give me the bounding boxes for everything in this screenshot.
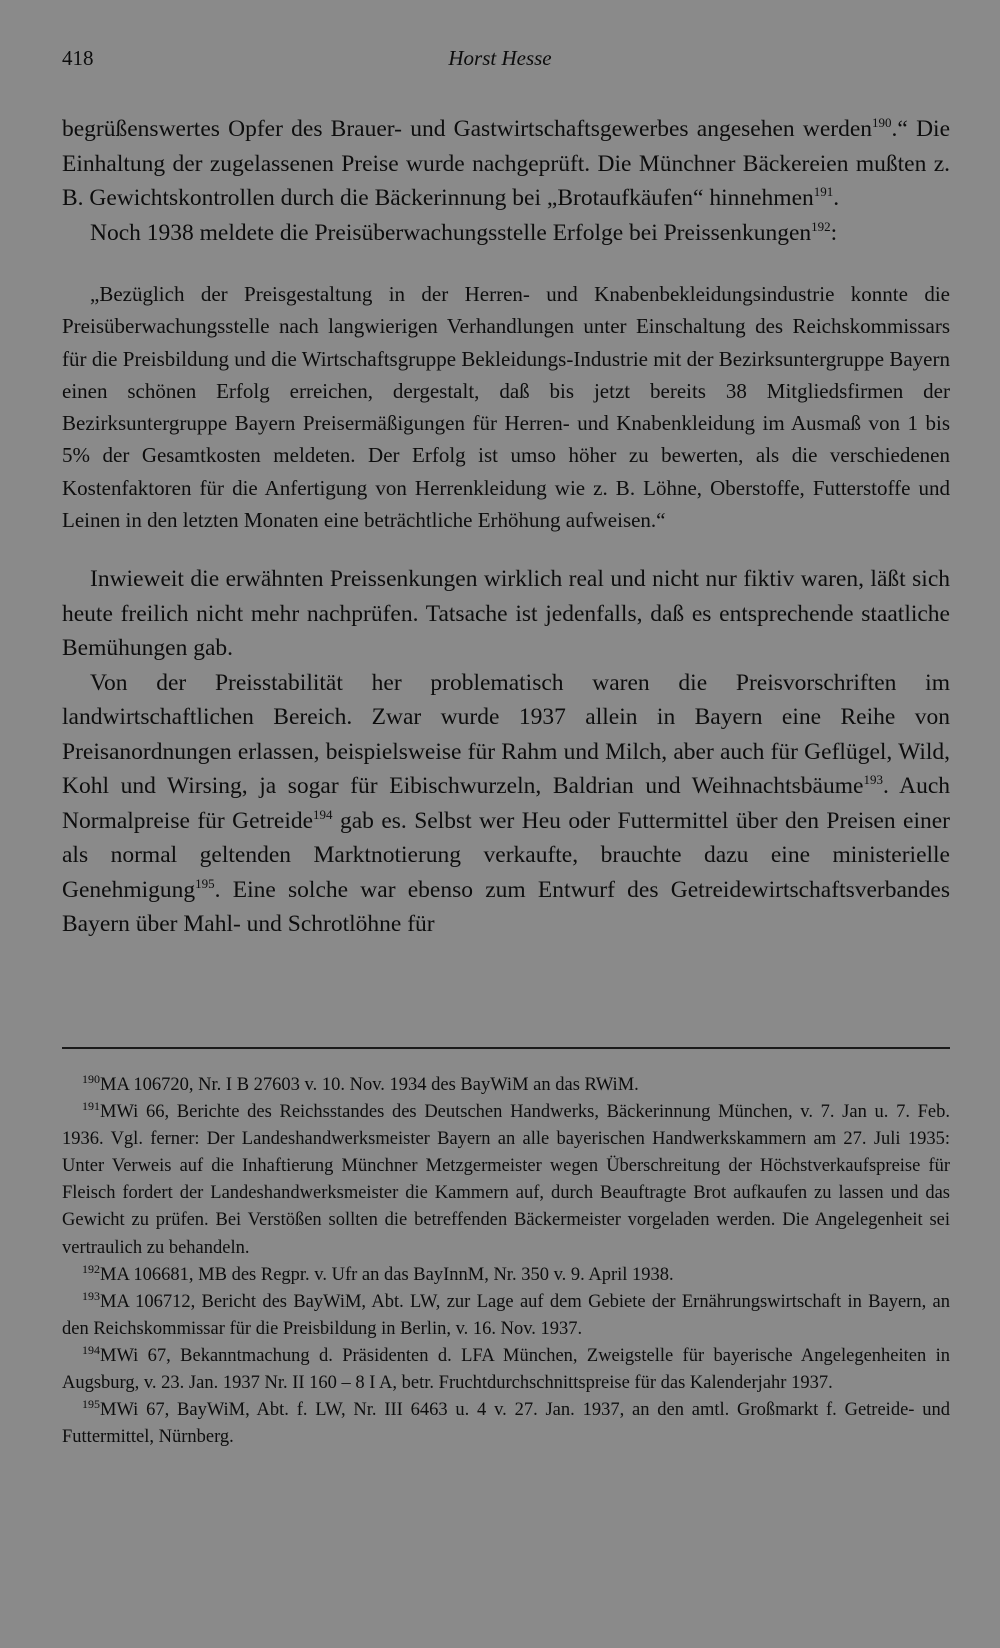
footnote-193 [62, 1289, 950, 1343]
footnotes [62, 1072, 950, 1451]
footnote-ref-194: 194 [313, 806, 333, 822]
footnote-ref-191: 191 [813, 184, 834, 199]
block-quote: „Bezüglich der Preisgestaltung in der Herren- und Knabenbekleidungsindustrie konnte die Preisüberwachungsstelle nach langwierigen Verhandlungen unter Einschaltung des Reichskommissars für die Preisbildung und die Wirtschaftsgruppe Bekleidungs-Industrie mit der Bezirksuntergruppe Bayern einen schönen Erfolg erreichen, dergestalt, daß bis jetzt bereits 38 Mitgliedsfirmen der Bezirksuntergruppe Bayern Preisermäßigungen für Herren- und Knabenkleidung im Ausmaß von 1 bis 5% der Gesamtkosten meldeten. Der Erfolg ist umso höher zu bewerten, als die verschiedenen Kostenfaktoren für die Anfertigung von Herrenkleidung wie z. B. Löhne, Oberstoffe, Futterstoffe und Leinen in den letzten Monaten eine beträchtliche Erhöhung aufweisen.“ [62, 282, 950, 533]
footnote-separator [62, 1047, 950, 1049]
paragraph-text: gab es. Selbst wer Heu oder Futtermittel über den Preisen einer als normal geltenden Marktnotierung verkaufte, brauchte dazu eine ministerielle Genehmigung [62, 807, 950, 903]
footnote-text: MA 106681, MB des Regpr. v. Ufr an das BayInnM, Nr. 350 v. 9. April 1938. [100, 1264, 674, 1285]
page-number: 418 [62, 46, 94, 70]
footnote-190 [62, 1072, 950, 1099]
paragraph-2 [62, 216, 950, 251]
footnote-195 [62, 1397, 950, 1451]
running-head-author: Horst Hesse [448, 46, 552, 70]
footnote-text: MWi 67, BayWiM, Abt. f. LW, Nr. III 6463 u. 4 v. 27. Jan. 1937, an den amtl. Großmarkt f. Getreide- und Futtermittel, Nürnberg. [62, 1400, 950, 1448]
paragraph-3: Inwieweit die erwähnten Preissenkungen wirklich real und nicht nur fiktiv waren, läßt sich heute freilich nicht mehr nachprüfen. Tatsache ist jedenfalls, daß es entsprechende staatliche Bemühungen gab. [62, 566, 950, 662]
paragraph-text: .“ Die Einhaltung der zugelassenen Preise wurde nachgeprüft. Die Münchner Bäckereien mußten z. B. Gewichtskontrollen durch die Bäckerinnung bei „Brotaufkäufen“ hinnehmen [62, 116, 950, 211]
paragraph-text: Von der Preisstabilität her problematisch waren die Preisvorschriften im landwirtschaftlichen Bereich. Zwar wurde 1937 allein in Bayern eine Reihe von Preisanordnungen erlassen, beispielsweise für Rahm und Milch, aber auch für Geflügel, Wild, Kohl und Wirsing, ja sogar für Eibischwurzeln, Baldrian und Weihnachtsbäume [62, 669, 950, 800]
footnote-text: MWi 66, Berichte des Reichsstandes des Deutschen Handwerks, Bäckerinnung München, v. 7. Jan u. 7. Feb. 1936. Vgl. ferner: Der Landeshandwerksmeister Bayern an alle bayerischen Handwerkskammern am 27. Juli 1935: Unter Verweis auf die Inhaftierung Münchner Metzgermeister wegen Überschreitung der Höchstverkaufspreise für Fleisch fordert der Landeshandwerksmeister die Kammern auf, durch Beauftragte Brot aufkaufen zu lassen und das Gewicht zu prüfen. Bei Verstößen sollten die betreffenden Bäckermeister vorgeladen werden. Die Angelegenheit sei vertraulich zu behandeln. [62, 1102, 950, 1258]
paragraph-1 [62, 112, 950, 216]
footnote-number: 192 [82, 1261, 100, 1276]
footnote-text: MWi 67, Bekanntmachung d. Präsidenten d. LFA München, Zweigstelle für bayerische Angelegenheiten in Augsburg, v. 23. Jan. 1937 Nr. II 160 – 8 I A, betr. Fruchtdurchschnittspreise für das Kalenderjahr 1937. [62, 1345, 950, 1394]
main-text [62, 112, 950, 942]
footnote-194 [62, 1343, 950, 1397]
paragraph-text: begrüßenswertes Opfer des Brauer- und Gastwirtschaftsgewerbes angesehen werden [62, 116, 873, 142]
paragraph-text: Noch 1938 meldete die Preisüberwachungsstelle Erfolge bei Preissenkungen [90, 219, 812, 246]
paragraph-text: . Auch Normalpreise für Getreide [62, 773, 950, 834]
page-header [62, 46, 938, 80]
footnote-191 [62, 1099, 950, 1262]
paragraph-text: . Eine solche war ebenso zum Entwurf des Getreidewirtschaftsverbandes Bayern über Mahl- und Schrotlöhne für [62, 876, 950, 938]
footnote-number: 195 [82, 1397, 100, 1412]
paragraph-4 [62, 666, 950, 942]
footnote-ref-195: 195 [195, 875, 215, 891]
footnote-number: 194 [82, 1342, 100, 1357]
footnote-number: 190 [82, 1072, 100, 1086]
footnote-ref-192: 192 [811, 218, 831, 234]
footnote-text: MA 106712, Bericht des BayWiM, Abt. LW, zur Lage auf dem Gebiete der Ernährungswirtschaft in Bayern, an den Reichskommissar für die Preisbildung in Berlin, v. 16. Nov. 1937. [62, 1291, 950, 1339]
footnote-ref-190: 190 [872, 115, 892, 130]
footnote-number: 193 [82, 1288, 100, 1303]
paragraph-text: : [830, 219, 838, 246]
footnote-text: MA 106720, Nr. I B 27603 v. 10. Nov. 1934 des BayWiM an das RWiM. [100, 1075, 639, 1095]
paragraph-text: . [833, 185, 840, 211]
footnote-ref-193: 193 [863, 772, 883, 788]
footnote-number: 191 [82, 1099, 100, 1114]
footnote-192 [62, 1262, 950, 1289]
